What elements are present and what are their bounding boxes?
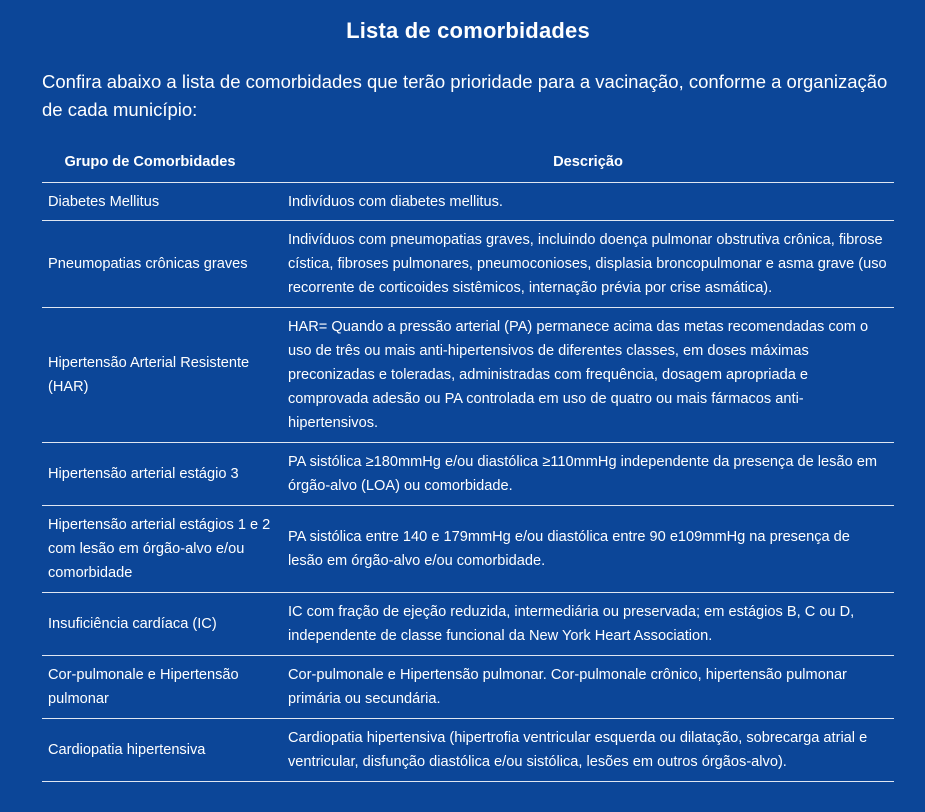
table-row: [42, 593, 894, 656]
cell-group: Insuficiência cardíaca (IC): [42, 593, 282, 656]
intro-text: Confira abaixo a lista de comorbidades que terão prioridade para a vacinação, conforme a organização de cada município:: [42, 71, 888, 120]
cell-description: Cor-pulmonale e Hipertensão pulmonar. Cor-pulmonale crônico, hipertensão pulmonar primária ou secundária.: [282, 656, 894, 719]
cell-description: Cardiopatia hipertensiva (hipertrofia ventricular esquerda ou dilatação, sobrecarga atrial e ventricular, disfunção diastólica e/ou sistólica, lesões em outros órgãos-alvo).: [282, 719, 894, 782]
cell-description: PA sistólica entre 140 e 179mmHg e/ou diastólica entre 90 e109mmHg na presença de lesão em órgão-alvo e/ou comorbidade.: [282, 506, 894, 593]
cell-group: Cor-pulmonale e Hipertensão pulmonar: [42, 656, 282, 719]
table-row: [42, 506, 894, 593]
page-title: Lista de comorbidades: [346, 18, 590, 43]
cell-group: Hipertensão Arterial Resistente (HAR): [42, 308, 282, 443]
table-row: [42, 656, 894, 719]
cell-group: Diabetes Mellitus: [42, 183, 282, 221]
comorbidities-table: [42, 152, 894, 782]
cell-group: Pneumopatias crônicas graves: [42, 221, 282, 308]
cell-group: Cardiopatia hipertensiva: [42, 719, 282, 782]
cell-group: Hipertensão arterial estágios 1 e 2 com lesão em órgão-alvo e/ou comorbidade: [42, 506, 282, 593]
cell-description: HAR= Quando a pressão arterial (PA) permanece acima das metas recomendadas com o uso de três ou mais anti-hipertensivos de diferentes classes, em doses máximas preconizadas e toleradas, administradas com frequência, dosagem apropriada e comprovada adesão ou PA controlada em uso de quatro ou mais fármacos anti-hipertensivos.: [282, 308, 894, 443]
table-row: [42, 221, 894, 308]
table-row: [42, 719, 894, 782]
table-header-row: [42, 152, 894, 183]
cell-description: Indivíduos com diabetes mellitus.: [282, 183, 894, 221]
column-header-group: Grupo de Comorbidades: [42, 152, 282, 183]
table-row: [42, 443, 894, 506]
cell-description: IC com fração de ejeção reduzida, intermediária ou preservada; em estágios B, C ou D, independente de classe funcional da New York Heart Association.: [282, 593, 894, 656]
column-header-description: Descrição: [282, 152, 894, 183]
cell-description: Indivíduos com pneumopatias graves, incluindo doença pulmonar obstrutiva crônica, fibrose cística, fibroses pulmonares, pneumoconioses, displasia broncopulmonar e asma grave (uso recorrente de corticoides sistêmicos, internação prévia por crise asmática).: [282, 221, 894, 308]
table-row: [42, 308, 894, 443]
cell-description: PA sistólica ≥180mmHg e/ou diastólica ≥110mmHg independente da presença de lesão em órgão-alvo (LOA) ou comorbidade.: [282, 443, 894, 506]
table-row: [42, 183, 894, 221]
cell-group: Hipertensão arterial estágio 3: [42, 443, 282, 506]
